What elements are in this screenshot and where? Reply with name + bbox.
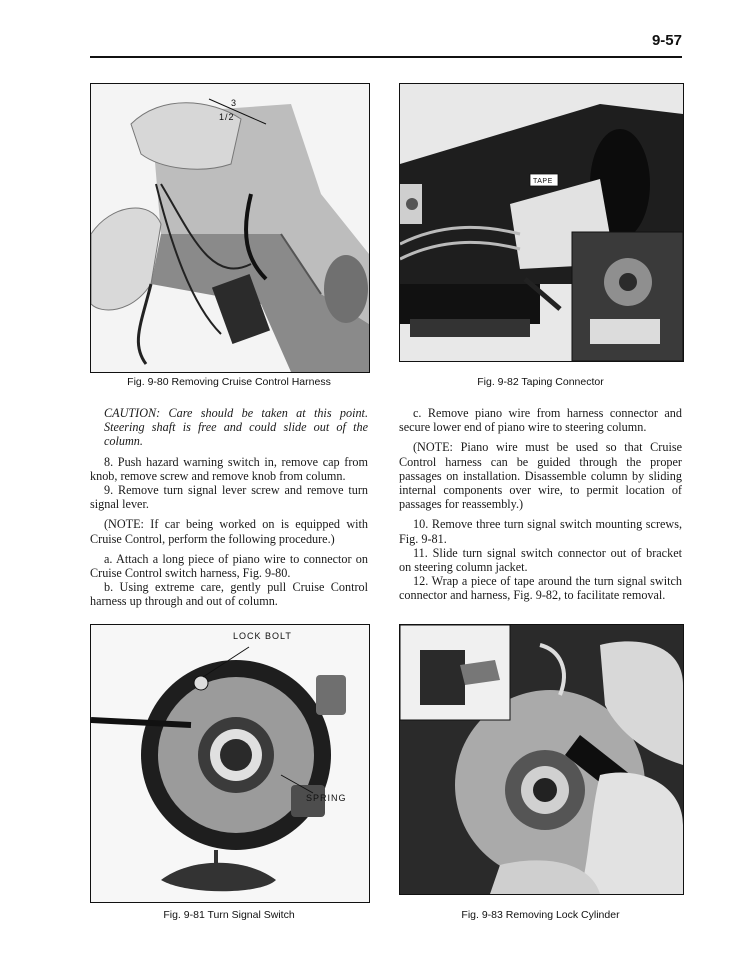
figure-9-82-caption: Fig. 9-82 Taping Connector: [477, 376, 604, 388]
figure-9-81-photo: [90, 624, 370, 903]
piano-wire-note: (NOTE: Piano wire must be used so that Cruise Control harness can be guided through the proper passages on installation. Disassemble column by sliding internal components over wire, to permit location of passages for reassembly.): [399, 440, 682, 512]
figure-9-81-caption: Fig. 9-81 Turn Signal Switch: [163, 909, 295, 921]
step-10: 10. Remove three turn signal switch mounting screws, Fig. 9-81.: [399, 517, 682, 546]
spring-label: SPRING: [306, 793, 347, 803]
lock-bolt-label: LOCK BOLT: [233, 631, 292, 641]
dimension-label-3: 3: [231, 98, 238, 108]
step-8: 8. Push hazard warning switch in, remove cap from knob, remove screw and remove knob from column.: [90, 454, 368, 483]
cruise-control-note: (NOTE: If car being worked on is equipped with Cruise Control, perform the following procedure.): [90, 517, 368, 546]
step-12: 12. Wrap a piece of tape around the turn signal switch connector and harness, Fig. 9-82, to facilitate removal.: [399, 574, 682, 603]
figure-9-80-caption: Fig. 9-80 Removing Cruise Control Harness: [127, 376, 331, 388]
header-rule: [90, 56, 682, 58]
step-9: 9. Remove turn signal lever screw and remove turn signal lever.: [90, 483, 368, 512]
caution-note: CAUTION: Care should be taken at this point. Steering shaft is free and could slide out of the column.: [104, 406, 368, 449]
step-11: 11. Slide turn signal switch connector out of bracket on steering column jacket.: [399, 545, 682, 575]
right-text-column: [399, 406, 682, 609]
figure-9-82-photo: [399, 83, 684, 362]
figure-9-83-photo: [399, 624, 684, 895]
figure-9-83-caption: Fig. 9-83 Removing Lock Cylinder: [461, 909, 620, 921]
left-text-column: [90, 406, 368, 615]
step-a: a. Attach a long piece of piano wire to connector on Cruise Control switch harness, Fig. 9-80.: [90, 551, 368, 581]
page-number: 9-57: [651, 32, 682, 49]
step-b: b. Using extreme care, gently pull Cruise Control harness up through and out of column.: [90, 580, 368, 609]
tape-label: TAPE: [533, 178, 553, 185]
dimension-label-half: 1/2: [219, 112, 235, 122]
step-c: c. Remove piano wire from harness connector and secure lower end of piano wire to steering column.: [399, 406, 682, 435]
figure-9-80-photo: [90, 83, 370, 373]
